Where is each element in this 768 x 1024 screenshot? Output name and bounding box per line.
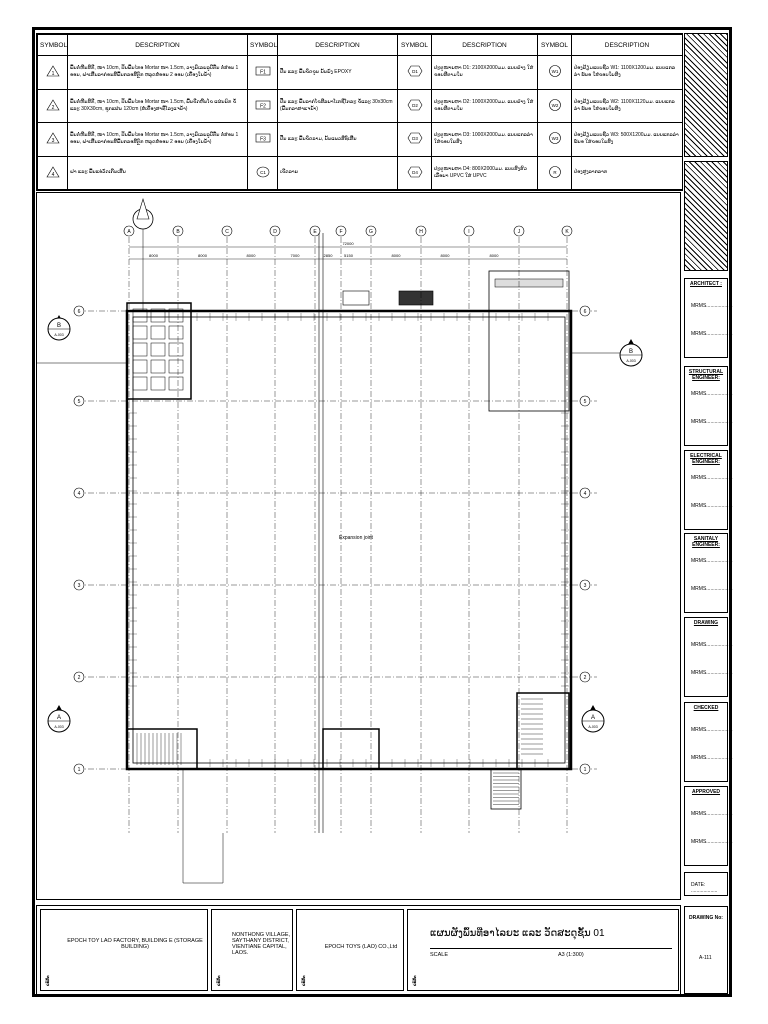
dimension-text: 8000 [246, 253, 256, 258]
legend-description: ປ່ອງຢ້ຽມແບບຊີວ W2: 1100X1120ມມ. ແບບແກລລ່າ ພ໌ນອ ໃສ່ຂອບໃຍສິງ [572, 89, 683, 123]
legend-symbol-box [248, 89, 278, 123]
drawing-number-box [684, 906, 728, 994]
toilet-cubicle [151, 343, 165, 356]
stair-left-treads [137, 733, 181, 765]
legend-symbol-triangle [38, 89, 68, 123]
stair-block-right [517, 693, 569, 769]
legend-row [38, 156, 683, 190]
company-logo-mark: ບໍລິສັດ [412, 975, 417, 986]
grid-label: A [127, 229, 131, 235]
signature-line: MRMS................... [691, 419, 733, 425]
dimension-text: 8000 [149, 253, 158, 258]
expansion-joint-label: Expansion joint [339, 535, 373, 541]
company-logo-mark: ບໍລິສັດ [45, 975, 50, 986]
title-block [36, 905, 681, 995]
legend-header: DESCRIPTION [278, 35, 398, 56]
legend-header: SYMBOL [248, 35, 278, 56]
dimension-text: 2850 [323, 253, 333, 258]
signature-section [684, 533, 733, 613]
circle-tag-icon [548, 165, 562, 179]
legend-description: ປື້ນ ແລະ ພື້ນຂິດຂູນ ນັ້ນຍັງ EPOXY [278, 56, 398, 90]
legend-symbol-circle-small [248, 156, 278, 190]
hatch-panel-top [684, 33, 728, 157]
section-ref: A-003 [588, 725, 598, 729]
legend-symbol-hex [398, 56, 432, 90]
signature-section [684, 450, 733, 530]
section-mark-b-left [37, 315, 127, 363]
legend-header: SYMBOL [398, 35, 432, 56]
floor-plan-area [36, 192, 681, 900]
triangle-icon [46, 132, 60, 144]
signature-line: MRMS................... [691, 811, 733, 817]
toilet-cubicle [169, 326, 183, 339]
grid-label: 4 [583, 491, 587, 497]
triangle-number: 3 [51, 138, 54, 145]
signature-line: MRMS................... [691, 503, 733, 509]
legend-header: SYMBOL [38, 35, 68, 56]
triangle-number: 1 [51, 71, 54, 78]
signature-section [684, 786, 733, 866]
toilet-cells [133, 309, 183, 390]
company-logo-mark: ບໍລິສັດ [216, 975, 221, 986]
exterior-stair [491, 769, 521, 809]
legend-symbol-triangle [38, 156, 68, 190]
legend-symbol-hex [398, 89, 432, 123]
rect-tag-icon [255, 133, 271, 143]
signature-section-title: STRUCTURAL ENGINEER: [688, 369, 724, 381]
project-name: EPOCH TOY LAO FACTORY, BUILDING E (STORAGE BUILDING) [67, 938, 203, 950]
owner-name: EPOCH TOYS (LAO) CO.,Ltd [324, 944, 398, 950]
section-ref: A-003 [54, 725, 64, 729]
section-mark-a-right [582, 705, 604, 732]
grid-label: 1 [77, 767, 81, 773]
grid-label: 3 [77, 583, 81, 589]
grid-label: 4 [77, 491, 81, 497]
circle-tag: R [552, 169, 557, 175]
circle-tag: W2 [551, 102, 558, 108]
annex-outline [489, 271, 569, 411]
grid-label: 6 [583, 309, 587, 315]
legend-symbol-box [248, 56, 278, 90]
legend-symbol-hex [398, 123, 432, 157]
toilet-cubicle [151, 377, 165, 390]
section-label: B [56, 323, 62, 329]
dimension-text: 8000 [440, 253, 450, 258]
signature-section [684, 278, 733, 358]
signature-section-title: CHECKED [693, 705, 719, 711]
signature-section-title: ARCHITECT : [690, 281, 722, 287]
project-location: NONTHONG VILLAGE, SAYTHANY DISTRICT, VIENTIANE CAPITAL, LAOS. [232, 932, 291, 956]
title-divider [430, 948, 672, 949]
hexagon-icon [407, 99, 423, 111]
signature-section-title: SANITALY ENGINEER: [692, 536, 720, 548]
hex-tag: D2 [411, 102, 418, 108]
legend-symbol-triangle [38, 123, 68, 157]
ellipse-tag: C1 [259, 169, 266, 175]
triangle-icon [46, 65, 60, 77]
project-cell [40, 909, 208, 991]
legend-description: ປະຕູໝາຍຫາ D3: 1000X2000ມມ. ແບບແກລລ່າ ໃສ່ຂອບໃຍສິງ [432, 123, 538, 157]
legend-symbol-triangle [38, 56, 68, 90]
signature-line: MRMS................... [691, 303, 733, 309]
box-tag: F3 [259, 136, 266, 143]
section-ref: A-003 [626, 359, 636, 363]
section-label: A [590, 715, 596, 721]
rect-tag-icon [255, 100, 271, 110]
legend-symbol-circle [538, 56, 572, 90]
legend-header: DESCRIPTION [432, 35, 538, 56]
triangle-icon [46, 166, 60, 178]
toilet-cubicle [151, 326, 165, 339]
grid-label: 2 [77, 675, 81, 681]
location-cell [211, 909, 293, 991]
legend-description: ພື້ນກໍ່ຫີນສິກີ, ໜາ 10cm, ປັ້ນພື້ນໄກອ Mortar ໜາ 1.5cm, ພື້ນຂີດຫີນໂຂ ແຜ່ນຍົກ ຂໍ້ແລະ 30X30cm, ຊຸກແຜ່ນ 120cm (ສໍເຄື່ອງສາທີ່ໂລງແຈນ້ຳ) [68, 89, 248, 123]
legend-symbol-circle [538, 123, 572, 157]
legend-header: DESCRIPTION [572, 35, 683, 56]
legend-description: ປ່ອງສູງລາກລາກ [572, 156, 683, 190]
grid-label: E [313, 229, 317, 235]
exterior-stair-treads [493, 773, 519, 805]
scale-label: SCALE [430, 952, 449, 958]
grid-label: 5 [583, 399, 587, 405]
rect-tag-icon [255, 66, 271, 76]
signature-section [684, 366, 733, 446]
legend-row [38, 89, 683, 123]
floor-plan-drawing [37, 193, 680, 899]
circle-tag: W1 [551, 69, 558, 75]
signature-line: MRMS................... [691, 839, 733, 845]
signature-line: MRMS................... [691, 391, 733, 397]
date-box [684, 872, 728, 896]
dimension-text: 8000 [489, 253, 499, 258]
grid-label: B [176, 229, 180, 235]
circle-tag-icon [548, 98, 562, 112]
signature-line: MRMS................... [691, 586, 733, 592]
toilet-cubicle [133, 326, 147, 339]
hex-tag: D4 [411, 169, 418, 175]
legend-description: ພື້ນກໍ່ຫີນສິກີ, ໜາ 10cm, ປັ້ນພື້ນໄກອ Mortar ໜາ 1.5cm, ວາງຍິເລຍລູບີຕື່ນ ກໍ່ສ່ອນ 1 ອອນ, ຝາເສີ້ນລາກ່ອນສີພື້ນກລອສີຕຼິກ ຫລຸດສໍອອນ 2 ອອນ (ເຄື່ອງໃນນ້ຳ) [68, 56, 248, 90]
circle-tag: W3 [551, 136, 558, 142]
toilet-cubicle [169, 360, 183, 373]
toilet-cubicle [133, 377, 147, 390]
circle-tag-icon [548, 64, 562, 78]
legend-description: ປື້ນ ແລະ ພື້ນລາກ່ໂຂສີລຍາໂເກຊີໂຕລະ ຂໍ້ແລະ 30x30cm (ພື້ນກລາສາແຈນ້ຳ) [278, 89, 398, 123]
drawing-no-value: A-111 [699, 955, 712, 961]
legend-header: SYMBOL [538, 35, 572, 56]
hex-tag: D1 [411, 69, 418, 75]
scale-value: A3 (1:300) [558, 952, 584, 958]
legend-description: ເຂີດລາຍ [278, 156, 398, 190]
signature-section [684, 617, 733, 697]
hex-tag: D3 [411, 136, 418, 142]
legend-row [38, 123, 683, 157]
grid-label: J [517, 229, 521, 235]
legend-description: ປະຕູໝາຍຫາ D2: 1000X2000ມມ. ແບບຢ່າງ ໃສ່ຂອບສີຕາມໃນ [432, 89, 538, 123]
stair-right-treads [521, 699, 543, 754]
grid-label: 3 [583, 583, 587, 589]
legend-description: ພື້ນກໍ່ຫີນສິກີ, ໜາ 10cm, ປັ້ນພື້ນໄກອ Mortar ໜາ 1.5cm, ວາງຍິເລຍລູບີຕື່ນ ກໍ່ສ່ອນ 1 ອອນ, ຝາເສີ້ນລາກ່ອນສີພື້ນກລອສີຕຼິກ ຫລຸດສໍອອນ 2 ອອນ (ເຄື່ອງໃນນ້ຳ) [68, 123, 248, 157]
owner-cell [296, 909, 404, 991]
legend-description: ປ່ອງຢ້ຽມແບບຊີວ W1: 1100X1200ມມ. ແບບແກລລ່າ ພ໌ນອ ໃສ່ຂອບໃຍສິງ [572, 56, 683, 90]
drawing-title-cell [407, 909, 679, 991]
grid-label: I [468, 229, 470, 235]
section-label: B [628, 349, 634, 355]
grid-label: K [565, 229, 569, 235]
dimension-text: 7000 [290, 253, 300, 258]
dimension-text: 8000 [391, 253, 401, 258]
toilet-cubicle [133, 360, 147, 373]
section-label: A [56, 715, 62, 721]
box-tag: F1 [259, 69, 266, 76]
signature-section-title: APPROVED [691, 789, 721, 795]
section-ref: A-003 [54, 333, 64, 337]
ellipse-tag-icon [256, 166, 270, 178]
grid-label: F [339, 229, 343, 235]
toilet-cubicle [169, 343, 183, 356]
triangle-icon [46, 99, 60, 111]
top-dark-block [399, 291, 433, 305]
signature-line: MRMS................... [691, 727, 733, 733]
signature-section-title: ELECTRICAL ENGINEER: [690, 453, 722, 465]
legend-symbol-circle [538, 89, 572, 123]
hexagon-icon [407, 166, 423, 178]
box-tag: F2 [259, 103, 266, 110]
signature-line: MRMS................... [691, 475, 733, 481]
dimension-text: 8000 [198, 253, 207, 258]
section-mark-b-right [571, 339, 642, 366]
signature-line: MRMS................... [691, 558, 733, 564]
grid-label: 5 [77, 399, 81, 405]
signature-line: MRMS................... [691, 642, 733, 648]
drawing-title: ແຜນຜັງພຶ້ນທີ່ອາໄລຍະ ແລະ ວັດສະດຸຊັ້ນ 01 [430, 928, 605, 939]
grid-label: 2 [583, 675, 587, 681]
triangle-number: 2 [51, 104, 54, 111]
dimension-text: 5150 [344, 253, 353, 258]
signature-section-title: DRAWING [693, 620, 719, 626]
grid-label: G [369, 229, 373, 235]
legend-description: ປະຕູໝາຍຫາ D1: 2100X2000ມມ. ແບບຢ່າງ ໃສ່ຂອບສີຕາມໃນ [432, 56, 538, 90]
legend-description: ປະຕູໝາຍຫາ D4: 800X2000ມມ. ແບບສົ່ງສົວເລືອຍາ UPVC ໃສ່ UPVC [432, 156, 538, 190]
legend-symbol-box [248, 123, 278, 157]
signature-line: MRMS................... [691, 755, 733, 761]
legend-symbol-hex [398, 156, 432, 190]
drawing-no-label: DRAWING No: [689, 915, 723, 921]
date-label: DATE: ................... [691, 882, 718, 894]
legend-description: ປ່ອງຢ້ຽມແບບຊີວ W3: 500X1200ມມ. ແບບແກລລ່າ ພ໌ນອ ໃສ່ຂອບໃຍສິງ [572, 123, 683, 157]
hatch-panel-second [684, 161, 728, 271]
grid-label: D [273, 229, 277, 235]
triangle-number: 4 [51, 171, 54, 178]
signature-line: MRMS................... [691, 670, 733, 676]
grid-label: C [225, 229, 229, 235]
toilet-cubicle [133, 343, 147, 356]
grid-label: 6 [77, 309, 81, 315]
hexagon-icon [407, 65, 423, 77]
legend-symbol-circle [538, 156, 572, 190]
signature-section [684, 702, 733, 782]
grid-label: 1 [583, 767, 587, 773]
symbol-legend-table [36, 33, 683, 191]
toilet-cubicle [151, 360, 165, 373]
legend-row [38, 56, 683, 90]
signature-line: MRMS................... [691, 331, 733, 337]
company-logo-mark: ບໍລິສັດ [301, 975, 306, 986]
legend-description: ຝາ ແລະ ພື້ນແອ່ວັດເກີນເສີ້ນ [68, 156, 248, 190]
legend-header-row [38, 35, 683, 56]
toilet-cubicle [169, 377, 183, 390]
overall-dimension-text: 72000 [342, 241, 354, 246]
section-mark-a-left [48, 705, 70, 732]
annex-roof-band [495, 279, 563, 287]
top-small-stair [343, 291, 369, 305]
grid-label: H [419, 229, 423, 235]
legend-description: ປື້ນ ແລະ ພື້ນຂິດລາມ, ນັ້ນແພວສີທິເສີ້ນ [278, 123, 398, 157]
circle-tag-icon [548, 131, 562, 145]
hexagon-icon [407, 132, 423, 144]
legend-header: DESCRIPTION [68, 35, 248, 56]
